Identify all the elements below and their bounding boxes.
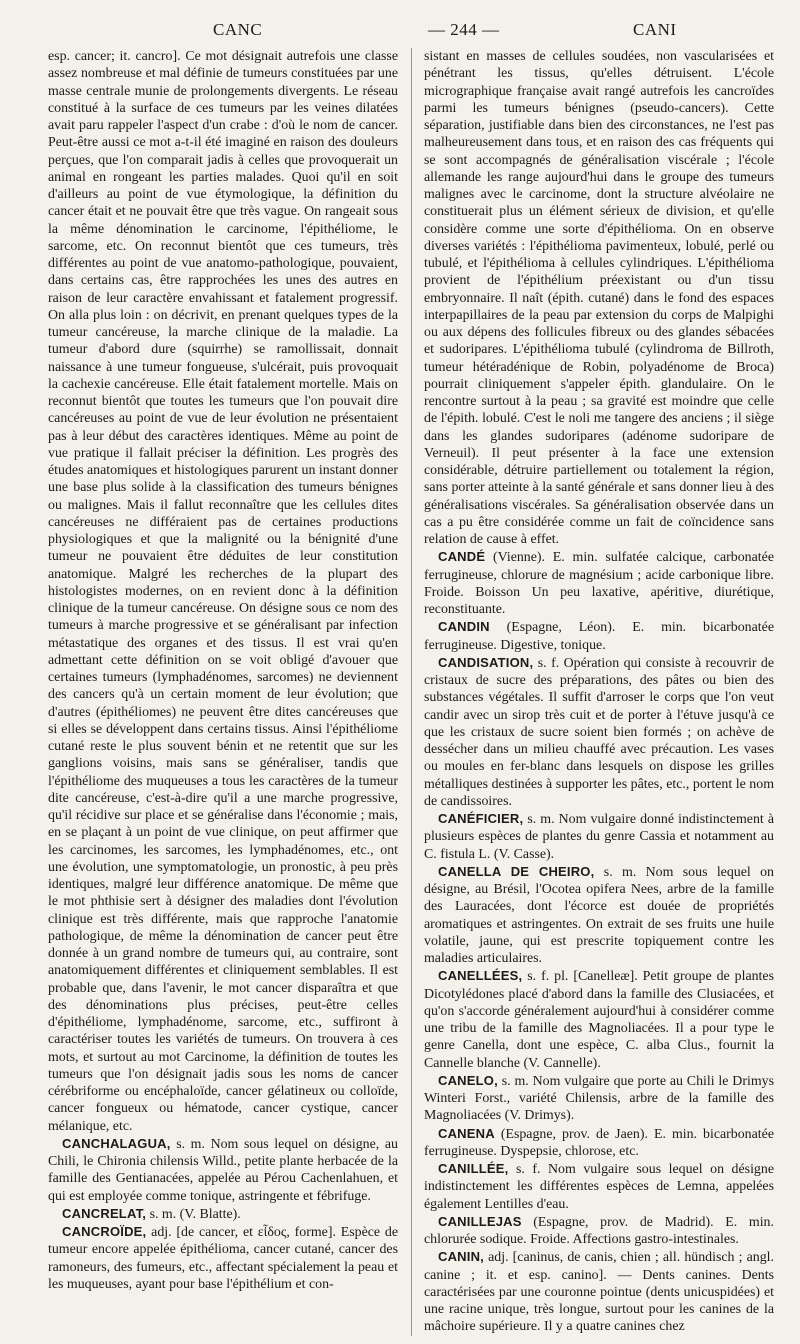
entry-headword: CANCHALAGUA, (62, 1135, 171, 1151)
entry-headword: CANCROÏDE, (62, 1224, 147, 1239)
entry-text: s. m. Nom sous lequel on désigne, au Chili, le Chironia chilensis Willd., petite plante herbacée de la famille des Gentianacées, appelée au Pérou Cachenlahuen, et qui est employée comme tonique, astringente et fébrifuge. (48, 1136, 398, 1204)
entry-text: (Vienne). E. min. sulfatée calcique, carbonatée ferrugineuse, chlorure de magnésium ; acide carbonique libre. Froide. Boisson Un peu laxative, apéritive, diurétique, reconstituante. (424, 550, 774, 617)
entry-text: sistant en masses de cellules soudées, non vascularisées et pénétrant les tissus, qu'elles détruisent. L'école micrographique française avait rangé autrefois les cancroïdes parmi les tumeurs bénignes (pseudo-cancers). Cette séparation, justifiable dans bien des circonstances, ne l'est pas malheureusement dans tous, et en raison des cas fréquents qui se sont accompagnés de généralisation viscérale ; l'école allemande les range aujourd'hui dans le groupe des tumeurs malignes avec le carcinome, dont la structure alvéolaire ne constituerait plus un élément sérieux de division, et qu'elle considère comme une sorte d'épithélioma. On en observe diverses variétés : l'épithélioma pavimenteux, lobulé, perlé ou tubulé, et l'épithélioma à cellules cylindriques. L'épithélioma provient de l'épithélium préexistant ou d'un tissu embryonnaire. Il naît (épith. cutané) dans le fond des espaces interpapillaires de la peau par extension du corps de Malpighi ou aux dépens des follicules fibreux ou des glandes sébacées et sudoripares. L'épithélioma tubulé (cylindroma de Billroth, tumeur hétéradénique de Robin, polyadénome de Broca) pourrait cliniquement s'appeler épith. glandulaire. On le rencontre surtout à la peau ; sa gravité est moindre que celle de l'épith. lobulé. C'est le noli me tangere des anciens ; il siège dans les glandes sudoripares (adénome sudoripare de Verneuil). Il peut présenter à la face une extension considérable, détruire partiellement ou totalement la région, sans porter atteinte à la santé générale et sans donner lieu à des généralisations viscérales. Sa généralisation observée dans un cas a pu être considérée comme un fait de coïncidence sans relation de cause à effet. (424, 49, 774, 547)
entry-headword: CANELLÉES, (438, 968, 523, 984)
entry-continuation (424, 48, 774, 548)
entry-headword: CANELLA DE CHEIRO, (438, 863, 595, 879)
entry-text: adj. [de cancer, et εἶδος, forme]. Espèce de tumeur encore appelée épithélioma, cancer cutané, cancer des ramoneurs, des fumeurs, etc., affectant spécialement la peau et les muqueuses, ayant pour base l'épithélium et con- (48, 1225, 398, 1292)
entry-headword: CANENA (438, 1125, 495, 1141)
entry-headword: CANELO, (438, 1072, 498, 1088)
entry-text: adj. [caninus, de canis, chien ; all. hündisch ; angl. canine ; it. et esp. canino]. — Dents canines. Dents caractérisées par une couronne pointue (dents unicuspidées) et une racine unique, très longue, surtout pour les canines de la mâchoire supérieure. Il y a quatre canines chez (424, 1250, 774, 1335)
entry-text: s. f. pl. [Canelleæ]. Petit groupe de plantes Dicotylédones placé d'abord dans la famille des Clusiacées, et qu'on s'accorde généralement aujourd'hui à considérer comme une tribu de la famille des Magnoliacées. Il a pour type le genre Canella, dont une espèce, C. alba Clus., fournit la Cannelle blanche (V. Cannelle). (424, 969, 774, 1071)
entry-headword: CANIN, (438, 1249, 484, 1265)
entry-text: s. m. Nom vulgaire que porte au Chili le Drimys Winteri Forst., variété Chilensis, arbre de la famille des Magnoliacées (V. Drimys). (424, 1073, 774, 1124)
entry-text: s. m. Nom vulgaire donné indistinctement à plusieurs espèces de plantes du genre Cassia et notamment au C. fistula L. (V. Casse). (424, 812, 774, 862)
header-left-guide-word: CANC (213, 20, 263, 39)
entry-text: esp. cancer; it. cancro]. Ce mot désignait autrefois une classe assez nombreuse et mal définie de tumeurs constituées par une masse centrale munie de prolongements divergents. Le réseau constitué à la surface de ces tumeurs par les veines dilatées avait paru rappeler l'aspect d'un crabe : d'où le nom de cancer. Peut-être aussi ce mot a-t-il été imaginé en raison des douleurs perçues, que l'on comparait jadis à celles que provoquerait un animal en rongeant les parties malades. Quoi qu'il en soit d'ailleurs au point de vue étymologique, la définition du cancer était et ne pouvait être que très vague. On rangeait sous la même dénomination le carcinome, l'épithéliome, le sarcome, etc. On reconnut bientôt que ces tumeurs, très différentes au point de vue anatomo-pathologique, pouvaient, dans certains cas, être rapprochées les unes des autres en raison de leur caractère envahissant et fatalement progressif. On alla plus loin : on décrivit, en prenant quelques types de la tumeur cancéreuse, la marche clinique de la maladie. La tumeur d'abord dure (squirrhe) se ramollissait, donnait naissance à une tumeur fongueuse, s'ulcérait, puis provoquait la cachexie cancéreuse. Elle était fatalement mortelle. Mais on reconnut bientôt que toutes les tumeurs que l'on pouvait dire cancéreuses au point de vue de leur évolution ne présentaient pas à leur début des caractères identiques. Même au point de vue pratique il fallait préciser la définition. Les progrès des études anatomiques et histologiques parurent un instant donner une base plus solide à la classification des tumeurs bénignes ou malignes. Mais il fallut reconnaître que les cellules dites cancéreuses ne différaient pas de certaines productions physiologiques et que la malignité ou la bénignité d'une tumeur ne pouvaient être déduites de leur constitution anatomique. Malgré les recherches de la plupart des histologistes modernes, on en revient donc à la définition clinique de la tumeur cancéreuse. On désigne sous ce nom des tumeurs à marche progressive et se généralisant par infection métastatique des organes et des tissus. Il est vrai qu'en admettant cette définition on se voit obligé d'avouer que certaines tumeurs (lymphadénomes, sarcomes) ne deviennent des cancers qu'à un certain moment de leur évolution; que d'autres (épithéliomes) ne peuvent être dites cancéreuses que si elles se développent dans certains tissus. Ainsi l'épithéliome cutané reste le plus souvent bénin et ne retentit que sur les ganglions voisins, mais sans se généraliser, tandis que l'épithéliome des muqueuses a tous les caractères de la tumeur dite cancéreuse, c'est-à-dire qu'il a une marche progressive, qu'il récidive sur place et se généralise dans l'économie ; mais, en se plaçant à un point de vue clinique, on peut affirmer que les carcinomes, les sarcomes, les lymphadénomes, etc., ont une évolution, une symptomatologie, un pronostic, à peu près identiques, malgré leur différence anatomique. De même que le mot phthisie sert à désigner des maladies dont l'évolution clinique est très différente, mais que rapproche l'anatomie pathologique, de même la dénomination de cancer peut être donnée à un grand nombre de tumeurs qui, au contraire, sont anatomiquement différentes et cliniquement semblables. Il est probable que, dans l'avenir, le mot cancer disparaîtra et que des dénominations plus précises, peut-être celles d'épithéliome, lymphadénome, sarcome, etc., suffiront à caractériser toutes les variétés de tumeurs. On trouvera à ces mots, et surtout au mot Carcinome, la définition de toutes les tumeurs que l'on désignait jadis sous les noms de cancer cérébriforme ou encéphaloïde, cancer gélatineux ou colloïde, cancer fongueux ou hématode, cancer cystique, cancer mélanique, etc. (48, 49, 398, 1134)
entry-headword: CANCRELAT, (62, 1205, 147, 1221)
entry-headword: CANÉFICIER, (438, 811, 524, 826)
dictionary-entry (424, 618, 774, 654)
entry-headword: CANDISATION, (438, 654, 534, 670)
dictionary-entry (48, 1223, 398, 1293)
dictionary-entry (48, 1205, 398, 1223)
page-header (48, 14, 778, 48)
dictionary-entry (424, 863, 774, 968)
entry-text: s. m. (V. Blatte). (149, 1206, 241, 1222)
entry-text: (Espagne, Léon). E. min. bicarbonatée ferrugineuse. Digestive, tonique. (424, 620, 774, 653)
entry-headword: CANILLÉE, (438, 1161, 509, 1176)
dictionary-entry (424, 1248, 774, 1335)
text-columns (48, 48, 778, 1336)
page-number: — 244 — (428, 20, 500, 39)
entry-headword: CANDIN (438, 619, 490, 635)
entry-continuation (48, 48, 398, 1135)
entry-text: s. f. Nom vulgaire sous lequel on désigne indistinctement les différentes espèces de Lemna, appelées également Lentilles d'eau. (424, 1162, 774, 1212)
entry-text: s. m. Nom sous lequel on désigne, au Brésil, l'Ocotea opifera Nees, arbre de la famille des Lauracées, dont l'écorce est douée de propriétés aromatiques et astringentes. On extrait de ses fruits une huile volatile, jaune, qui est prescrite topiquement contre les maladies articulaires. (424, 864, 774, 966)
dictionary-entry (424, 1125, 774, 1161)
dictionary-entry (424, 967, 774, 1072)
entry-text: (Espagne, prov. de Madrid). E. min. chlorurée sodique. Froide. Affections gastro-intestinales. (424, 1214, 774, 1247)
header-right-guide-word: CANI (633, 20, 677, 39)
right-column (411, 48, 774, 1336)
dictionary-entry (424, 1160, 774, 1213)
entry-text: s. f. Opération qui consiste à recouvrir de cristaux de sucre des préparations, des pâtes ou bien des substances végétales. Il suffit d'arroser le corps que l'on veut candir avec un sirop très cuit et de porter à l'étuve jusqu'à ce que les cristaux de sucre soient bien formés ; on achève de dessécher dans un milieu chauffé avec précaution. Les vases ou moules en fer-blanc dans lesquels on dispose les grilles métalliques destinées à supporter les pâtes, etc., portent le nom de candissoires. (424, 655, 774, 809)
dictionary-entry (424, 1072, 774, 1125)
dictionary-entry (424, 548, 774, 618)
dictionary-entry (48, 1135, 398, 1205)
entry-headword: CANILLEJAS (438, 1213, 522, 1229)
dictionary-entry (424, 810, 774, 863)
dictionary-entry (424, 654, 774, 810)
left-column (48, 48, 411, 1336)
entry-text: (Espagne, prov. de Jaen). E. min. bicarbonatée ferrugineuse. Dyspepsie, chlorose, etc. (424, 1126, 774, 1159)
dictionary-entry (424, 1213, 774, 1249)
entry-headword: CANDÉ (438, 549, 486, 565)
